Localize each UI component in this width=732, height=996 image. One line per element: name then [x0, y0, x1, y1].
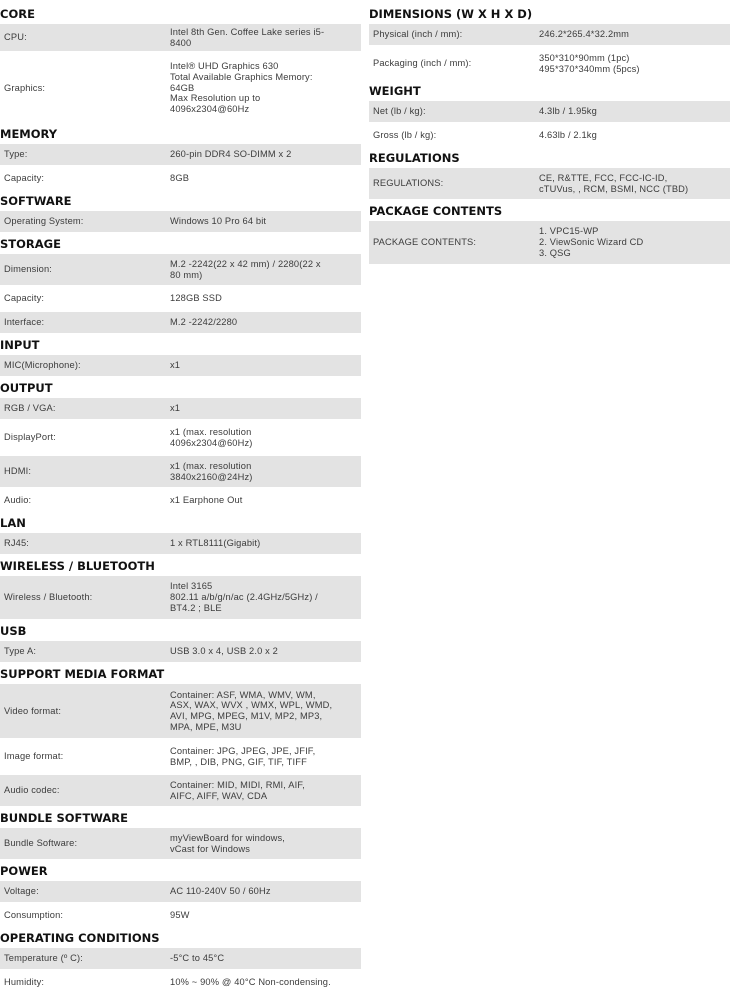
spec-row [0, 741, 361, 772]
spec-label: Capacity: [4, 293, 45, 304]
spec-column-right [369, 5, 730, 267]
spec-value: 260-pin DDR4 SO-DIMM x 2 [170, 149, 292, 160]
spec-row [0, 456, 361, 487]
spec-row [0, 254, 361, 285]
spec-row [0, 905, 361, 926]
spec-row [0, 948, 361, 969]
spec-row [0, 355, 361, 376]
spec-label: Voltage: [4, 886, 39, 897]
spec-value: M.2 -2242(22 x 42 mm) / 2280(22 x 80 mm) [170, 258, 321, 280]
spec-label: Type A: [4, 646, 37, 657]
spec-value: Windows 10 Pro 64 bit [170, 216, 267, 227]
spec-row [0, 490, 361, 511]
spec-row [0, 168, 361, 189]
section-title-software: SOFTWARE [0, 194, 72, 208]
section-title-lan: LAN [0, 516, 26, 530]
spec-value: 128GB SSD [170, 293, 222, 304]
section-title-power: POWER [0, 864, 48, 878]
spec-row [369, 125, 730, 146]
spec-value: 95W [170, 910, 190, 921]
spec-row [0, 775, 361, 806]
spec-label: DisplayPort: [4, 432, 56, 443]
spec-label: Graphics: [4, 82, 46, 93]
spec-label: Audio: [4, 495, 32, 506]
spec-value: Intel 3165 802.11 a/b/g/n/ac (2.4GHz/5GHz) / BT4.2 ; BLE [170, 581, 318, 613]
spec-label: Video format: [4, 705, 62, 716]
section-title-bundle-software: BUNDLE SOFTWARE [0, 811, 128, 825]
spec-row [0, 881, 361, 902]
spec-label: Consumption: [4, 910, 64, 921]
spec-value: 4.63lb / 2.1kg [539, 130, 597, 141]
spec-label: MIC(Microphone): [4, 360, 81, 371]
spec-value: -5°C to 45°C [170, 953, 225, 964]
spec-value: M.2 -2242/2280 [170, 317, 238, 328]
section-title-regulations: REGULATIONS [369, 151, 460, 165]
spec-label: Wireless / Bluetooth: [4, 592, 93, 603]
spec-value: 246.2*265.4*32.2mm [539, 29, 630, 40]
spec-value: CE, R&TTE, FCC, FCC-IC-ID, cTUVus, , RCM, BSMI, NCC (TBD) [539, 172, 689, 194]
spec-row [0, 828, 361, 859]
spec-value: Container: ASF, WMA, WMV, WM, ASX, WAX, WVX , WMX, WPL, WMD, AVI, MPG, MPEG, M1V, MP2, MP3, MPA, MPE, M3U [170, 689, 333, 732]
spec-label: Physical (inch / mm): [373, 29, 463, 40]
spec-value: x1 (max. resolution 3840x2160@24Hz) [170, 460, 253, 482]
spec-row [369, 24, 730, 45]
spec-column-left [0, 5, 361, 996]
section-title-usb: USB [0, 624, 27, 638]
spec-value: 1. VPC15-WP 2. ViewSonic Wizard CD 3. QSG [539, 226, 644, 258]
spec-value: 350*310*90mm (1pc) 495*370*340mm (5pcs) [539, 52, 640, 74]
section-title-core: CORE [0, 7, 35, 21]
spec-value: AC 110-240V 50 / 60Hz [170, 886, 271, 897]
spec-label: Gross (lb / kg): [373, 130, 437, 141]
spec-row [0, 398, 361, 419]
spec-label: Net (lb / kg): [373, 106, 426, 117]
spec-row [0, 422, 361, 453]
spec-row [0, 972, 361, 993]
section-title-weight: WEIGHT [369, 84, 421, 98]
spec-row [0, 54, 361, 122]
spec-row [369, 168, 730, 199]
spec-row [0, 144, 361, 165]
spec-label: RJ45: [4, 538, 30, 549]
spec-value: 1 x RTL8111(Gigabit) [170, 538, 261, 549]
spec-label: REGULATIONS: [373, 178, 444, 189]
spec-label: Image format: [4, 751, 64, 762]
section-title-package-contents: PACKAGE CONTENTS [369, 204, 503, 218]
spec-value: x1 [170, 360, 181, 371]
spec-label: Packaging (inch / mm): [373, 58, 472, 69]
spec-label: HDMI: [4, 466, 32, 477]
section-title-input: INPUT [0, 338, 40, 352]
spec-row [369, 101, 730, 122]
spec-label: Temperature (º C): [4, 953, 83, 964]
spec-label: Bundle Software: [4, 838, 78, 849]
spec-value: myViewBoard for windows, vCast for Windows [170, 832, 286, 854]
spec-value: Container: JPG, JPEG, JPE, JFIF, BMP, , DIB, PNG, GIF, TIF, TIFF [170, 745, 316, 767]
section-title-output: OUTPUT [0, 381, 53, 395]
spec-label: Type: [4, 149, 28, 160]
spec-row [369, 221, 730, 264]
spec-label: Audio codec: [4, 785, 60, 796]
spec-row [0, 288, 361, 309]
spec-value: Container: MID, MIDI, RMI, AIF, AIFC, AIFF, WAV, CDA [170, 779, 305, 801]
spec-row [0, 684, 361, 738]
section-title-support-media-format: SUPPORT MEDIA FORMAT [0, 667, 165, 681]
spec-label: Interface: [4, 317, 45, 328]
spec-row [0, 533, 361, 554]
section-title-operating-conditions: OPERATING CONDITIONS [0, 931, 160, 945]
spec-row [0, 641, 361, 662]
spec-value: x1 [170, 403, 181, 414]
spec-value: 8GB [170, 173, 190, 184]
section-title-memory: MEMORY [0, 127, 58, 141]
section-title-dimensions-w-x-h-x-d: DIMENSIONS (W X H X D) [369, 7, 533, 21]
spec-row [0, 211, 361, 232]
spec-label: Capacity: [4, 173, 45, 184]
section-title-wireless-bluetooth: WIRELESS / BLUETOOTH [0, 559, 155, 573]
spec-value: x1 (max. resolution 4096x2304@60Hz) [170, 426, 253, 448]
spec-label: RGB / VGA: [4, 403, 56, 414]
spec-value: 10% ~ 90% @ 40°C Non-condensing. [170, 977, 331, 988]
spec-label: Operating System: [4, 216, 84, 227]
spec-row [0, 576, 361, 619]
spec-value: Intel® UHD Graphics 630 Total Available Graphics Memory: 64GB Max Resolution up to 4096x2304@60Hz [170, 61, 313, 115]
spec-value: USB 3.0 x 4, USB 2.0 x 2 [170, 646, 278, 657]
spec-value: 4.3lb / 1.95kg [539, 106, 597, 117]
section-title-storage: STORAGE [0, 237, 61, 251]
spec-label: Dimension: [4, 264, 53, 275]
spec-label: CPU: [4, 32, 27, 43]
spec-row [0, 312, 361, 333]
spec-value: Intel 8th Gen. Coffee Lake series i5- 8400 [170, 26, 325, 48]
spec-label: PACKAGE CONTENTS: [373, 237, 477, 248]
spec-row [0, 24, 361, 51]
spec-row [369, 48, 730, 79]
spec-label: Humidity: [4, 977, 45, 988]
spec-value: x1 Earphone Out [170, 495, 243, 506]
